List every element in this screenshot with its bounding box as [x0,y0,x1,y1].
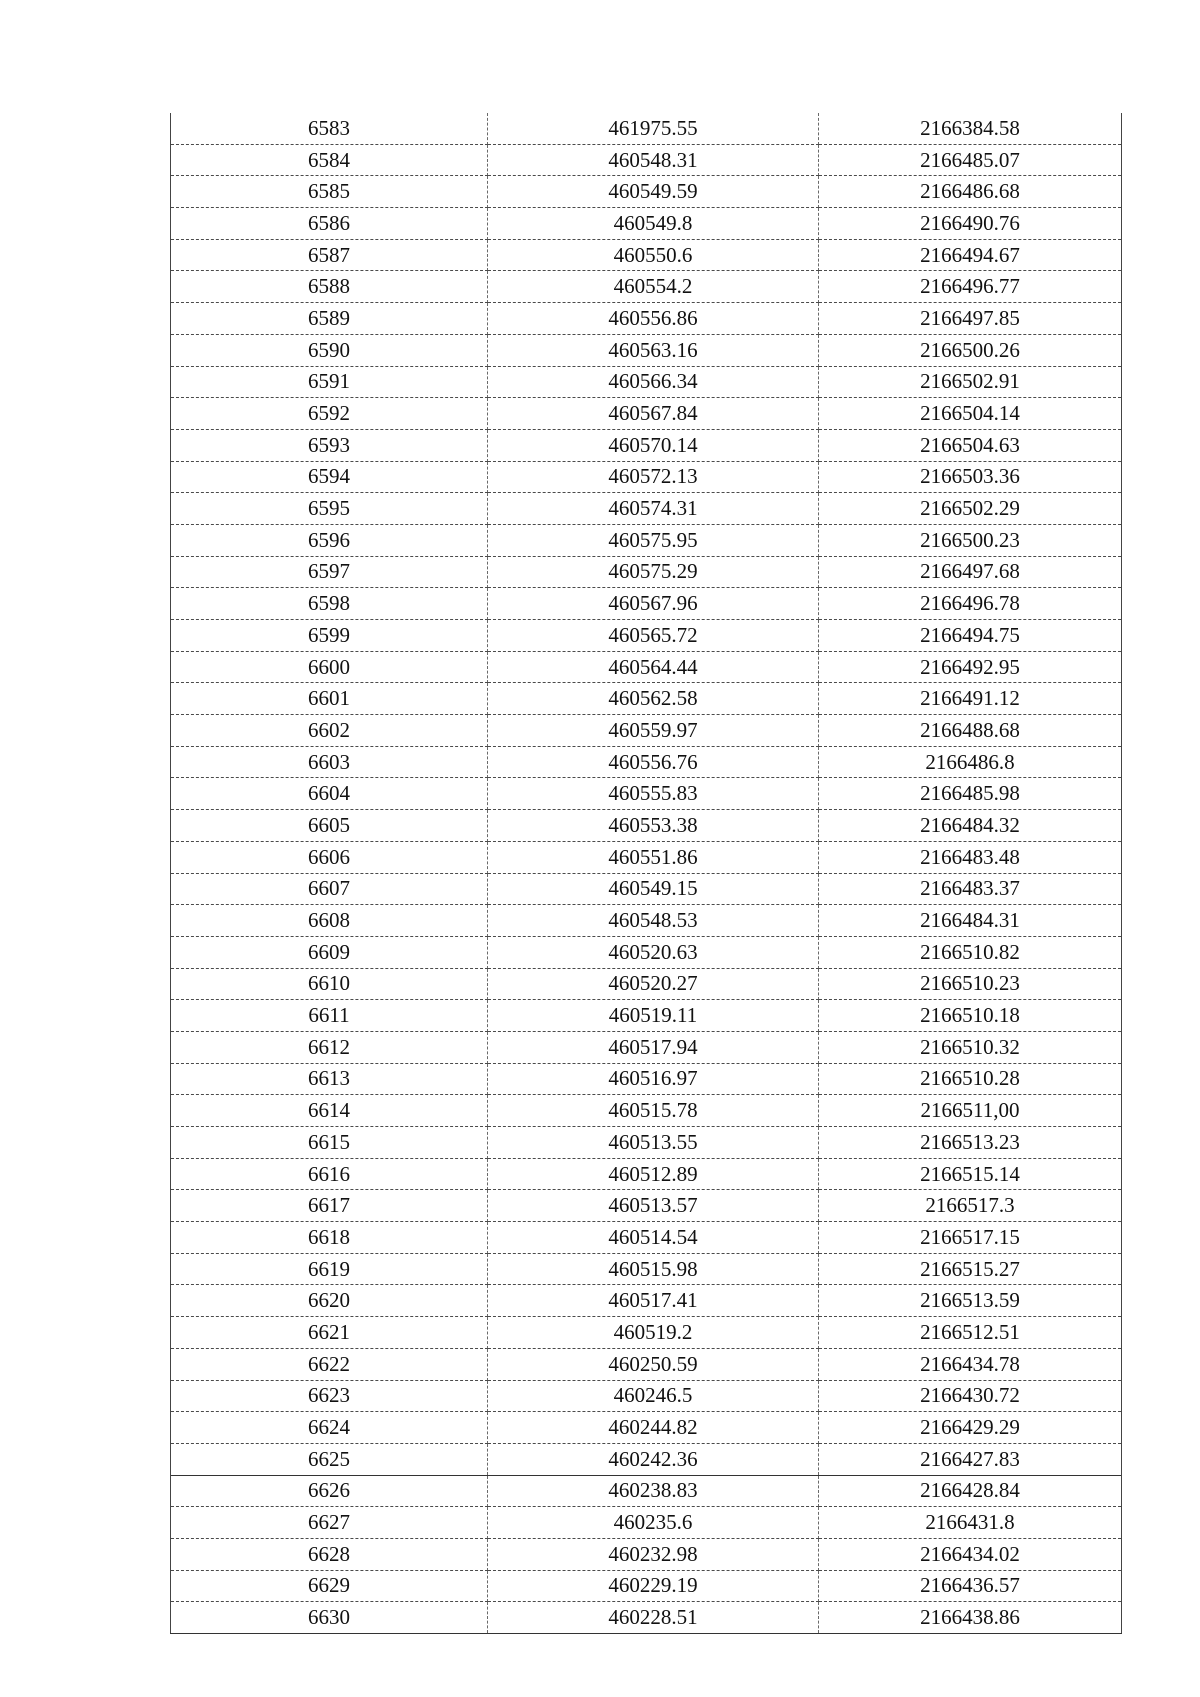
y-coordinate-cell: 2166483.48 [819,841,1122,873]
point-number-cell: 6597 [171,556,488,588]
table-row [171,841,1122,873]
y-coordinate-cell: 2166503.36 [819,461,1122,493]
table-row [171,1095,1122,1127]
point-number-cell: 6608 [171,905,488,937]
x-coordinate-cell: 460574.31 [488,493,819,525]
x-coordinate-cell: 460232.98 [488,1538,819,1570]
x-coordinate-cell: 460513.57 [488,1190,819,1222]
y-coordinate-cell: 2166488.68 [819,715,1122,747]
table-row [171,1602,1122,1634]
point-number-cell: 6624 [171,1412,488,1444]
x-coordinate-cell: 460228.51 [488,1602,819,1634]
table-row [171,1000,1122,1032]
table-row [171,1538,1122,1570]
point-number-cell: 6601 [171,683,488,715]
table-row [171,746,1122,778]
point-number-cell: 6587 [171,239,488,271]
point-number-cell: 6628 [171,1538,488,1570]
table-row [171,1475,1122,1507]
point-number-cell: 6619 [171,1253,488,1285]
y-coordinate-cell: 2166434.78 [819,1348,1122,1380]
table-row [171,1412,1122,1444]
table-row [171,144,1122,176]
x-coordinate-cell: 460575.29 [488,556,819,588]
point-number-cell: 6602 [171,715,488,747]
table-row [171,429,1122,461]
x-coordinate-cell: 460559.97 [488,715,819,747]
y-coordinate-cell: 2166485.07 [819,144,1122,176]
table-row [171,398,1122,430]
x-coordinate-cell: 460549.15 [488,873,819,905]
table-row [171,1348,1122,1380]
y-coordinate-cell: 2166517.15 [819,1222,1122,1254]
x-coordinate-cell: 460554.2 [488,271,819,303]
x-coordinate-cell: 460250.59 [488,1348,819,1380]
point-number-cell: 6606 [171,841,488,873]
y-coordinate-cell: 2166485.98 [819,778,1122,810]
point-number-cell: 6627 [171,1507,488,1539]
table-row [171,873,1122,905]
y-coordinate-cell: 2166497.68 [819,556,1122,588]
table-row [171,1127,1122,1159]
point-number-cell: 6590 [171,334,488,366]
y-coordinate-cell: 2166510.23 [819,968,1122,1000]
y-coordinate-cell: 2166512.51 [819,1317,1122,1349]
table-row [171,1253,1122,1285]
y-coordinate-cell: 2166504.14 [819,398,1122,430]
y-coordinate-cell: 2166504.63 [819,429,1122,461]
point-number-cell: 6629 [171,1570,488,1602]
table-row [171,715,1122,747]
y-coordinate-cell: 2166429.29 [819,1412,1122,1444]
x-coordinate-cell: 460242.36 [488,1443,819,1475]
x-coordinate-cell: 460516.97 [488,1063,819,1095]
table-row [171,208,1122,240]
x-coordinate-cell: 460565.72 [488,620,819,652]
table-row [171,905,1122,937]
y-coordinate-cell: 2166510.82 [819,936,1122,968]
x-coordinate-cell: 460519.2 [488,1317,819,1349]
x-coordinate-cell: 460562.58 [488,683,819,715]
x-coordinate-cell: 460567.84 [488,398,819,430]
table-row [171,588,1122,620]
x-coordinate-cell: 460244.82 [488,1412,819,1444]
y-coordinate-cell: 2166384.58 [819,113,1122,144]
x-coordinate-cell: 460517.41 [488,1285,819,1317]
point-number-cell: 6620 [171,1285,488,1317]
x-coordinate-cell: 460550.6 [488,239,819,271]
y-coordinate-cell: 2166497.85 [819,303,1122,335]
x-coordinate-cell: 460229.19 [488,1570,819,1602]
y-coordinate-cell: 2166486.8 [819,746,1122,778]
point-number-cell: 6600 [171,651,488,683]
y-coordinate-cell: 2166500.26 [819,334,1122,366]
x-coordinate-cell: 460570.14 [488,429,819,461]
y-coordinate-cell: 2166513.23 [819,1127,1122,1159]
y-coordinate-cell: 2166436.57 [819,1570,1122,1602]
y-coordinate-cell: 2166513.59 [819,1285,1122,1317]
y-coordinate-cell: 2166492.95 [819,651,1122,683]
x-coordinate-cell: 460515.98 [488,1253,819,1285]
point-number-cell: 6617 [171,1190,488,1222]
table-row [171,303,1122,335]
y-coordinate-cell: 2166496.77 [819,271,1122,303]
table-row [171,556,1122,588]
point-number-cell: 6622 [171,1348,488,1380]
point-number-cell: 6623 [171,1380,488,1412]
table-row [171,1031,1122,1063]
table-row [171,176,1122,208]
table-row [171,936,1122,968]
point-number-cell: 6604 [171,778,488,810]
x-coordinate-cell: 460514.54 [488,1222,819,1254]
point-number-cell: 6603 [171,746,488,778]
x-coordinate-cell: 460556.86 [488,303,819,335]
coordinates-table [170,113,1122,1634]
y-coordinate-cell: 2166515.14 [819,1158,1122,1190]
point-number-cell: 6625 [171,1443,488,1475]
table-row [171,271,1122,303]
y-coordinate-cell: 2166496.78 [819,588,1122,620]
point-number-cell: 6594 [171,461,488,493]
y-coordinate-cell: 2166502.91 [819,366,1122,398]
x-coordinate-cell: 460575.95 [488,524,819,556]
y-coordinate-cell: 2166517.3 [819,1190,1122,1222]
table-row [171,1317,1122,1349]
x-coordinate-cell: 460549.59 [488,176,819,208]
point-number-cell: 6588 [171,271,488,303]
x-coordinate-cell: 460563.16 [488,334,819,366]
x-coordinate-cell: 460555.83 [488,778,819,810]
y-coordinate-cell: 2166494.75 [819,620,1122,652]
table-row [171,366,1122,398]
point-number-cell: 6618 [171,1222,488,1254]
point-number-cell: 6626 [171,1475,488,1507]
point-number-cell: 6592 [171,398,488,430]
x-coordinate-cell: 460549.8 [488,208,819,240]
y-coordinate-cell: 2166515.27 [819,1253,1122,1285]
x-coordinate-cell: 460564.44 [488,651,819,683]
y-coordinate-cell: 2166427.83 [819,1443,1122,1475]
y-coordinate-cell: 2166511,00 [819,1095,1122,1127]
y-coordinate-cell: 2166484.31 [819,905,1122,937]
x-coordinate-cell: 460551.86 [488,841,819,873]
point-number-cell: 6589 [171,303,488,335]
table-row [171,1190,1122,1222]
point-number-cell: 6586 [171,208,488,240]
point-number-cell: 6595 [171,493,488,525]
y-coordinate-cell: 2166491.12 [819,683,1122,715]
table-row [171,810,1122,842]
x-coordinate-cell: 460512.89 [488,1158,819,1190]
point-number-cell: 6611 [171,1000,488,1032]
point-number-cell: 6612 [171,1031,488,1063]
coordinates-table-body [171,113,1122,1634]
y-coordinate-cell: 2166502.29 [819,493,1122,525]
table-row [171,461,1122,493]
y-coordinate-cell: 2166483.37 [819,873,1122,905]
table-row [171,1507,1122,1539]
y-coordinate-cell: 2166430.72 [819,1380,1122,1412]
table-row [171,493,1122,525]
x-coordinate-cell: 460556.76 [488,746,819,778]
table-row [171,1285,1122,1317]
point-number-cell: 6613 [171,1063,488,1095]
y-coordinate-cell: 2166438.86 [819,1602,1122,1634]
table-row [171,683,1122,715]
y-coordinate-cell: 2166428.84 [819,1475,1122,1507]
x-coordinate-cell: 461975.55 [488,113,819,144]
y-coordinate-cell: 2166494.67 [819,239,1122,271]
table-row [171,1158,1122,1190]
table-row [171,1380,1122,1412]
point-number-cell: 6605 [171,810,488,842]
point-number-cell: 6593 [171,429,488,461]
y-coordinate-cell: 2166510.28 [819,1063,1122,1095]
y-coordinate-cell: 2166431.8 [819,1507,1122,1539]
y-coordinate-cell: 2166434.02 [819,1538,1122,1570]
x-coordinate-cell: 460572.13 [488,461,819,493]
point-number-cell: 6609 [171,936,488,968]
x-coordinate-cell: 460548.53 [488,905,819,937]
table-row [171,778,1122,810]
point-number-cell: 6607 [171,873,488,905]
table-row [171,1570,1122,1602]
table-row [171,651,1122,683]
table-row [171,968,1122,1000]
point-number-cell: 6598 [171,588,488,620]
point-number-cell: 6584 [171,144,488,176]
table-row [171,239,1122,271]
point-number-cell: 6614 [171,1095,488,1127]
point-number-cell: 6615 [171,1127,488,1159]
table-row [171,113,1122,144]
point-number-cell: 6630 [171,1602,488,1634]
point-number-cell: 6599 [171,620,488,652]
x-coordinate-cell: 460513.55 [488,1127,819,1159]
x-coordinate-cell: 460567.96 [488,588,819,620]
table-row [171,620,1122,652]
y-coordinate-cell: 2166500.23 [819,524,1122,556]
x-coordinate-cell: 460548.31 [488,144,819,176]
point-number-cell: 6583 [171,113,488,144]
x-coordinate-cell: 460519.11 [488,1000,819,1032]
x-coordinate-cell: 460246.5 [488,1380,819,1412]
x-coordinate-cell: 460517.94 [488,1031,819,1063]
x-coordinate-cell: 460520.27 [488,968,819,1000]
table-row [171,1063,1122,1095]
point-number-cell: 6585 [171,176,488,208]
table-row [171,1222,1122,1254]
table-row [171,1443,1122,1475]
y-coordinate-cell: 2166484.32 [819,810,1122,842]
x-coordinate-cell: 460566.34 [488,366,819,398]
point-number-cell: 6596 [171,524,488,556]
point-number-cell: 6621 [171,1317,488,1349]
y-coordinate-cell: 2166486.68 [819,176,1122,208]
point-number-cell: 6610 [171,968,488,1000]
point-number-cell: 6616 [171,1158,488,1190]
y-coordinate-cell: 2166510.18 [819,1000,1122,1032]
y-coordinate-cell: 2166510.32 [819,1031,1122,1063]
y-coordinate-cell: 2166490.76 [819,208,1122,240]
x-coordinate-cell: 460553.38 [488,810,819,842]
table-row [171,524,1122,556]
table-row [171,334,1122,366]
point-number-cell: 6591 [171,366,488,398]
x-coordinate-cell: 460235.6 [488,1507,819,1539]
x-coordinate-cell: 460520.63 [488,936,819,968]
x-coordinate-cell: 460515.78 [488,1095,819,1127]
x-coordinate-cell: 460238.83 [488,1475,819,1507]
